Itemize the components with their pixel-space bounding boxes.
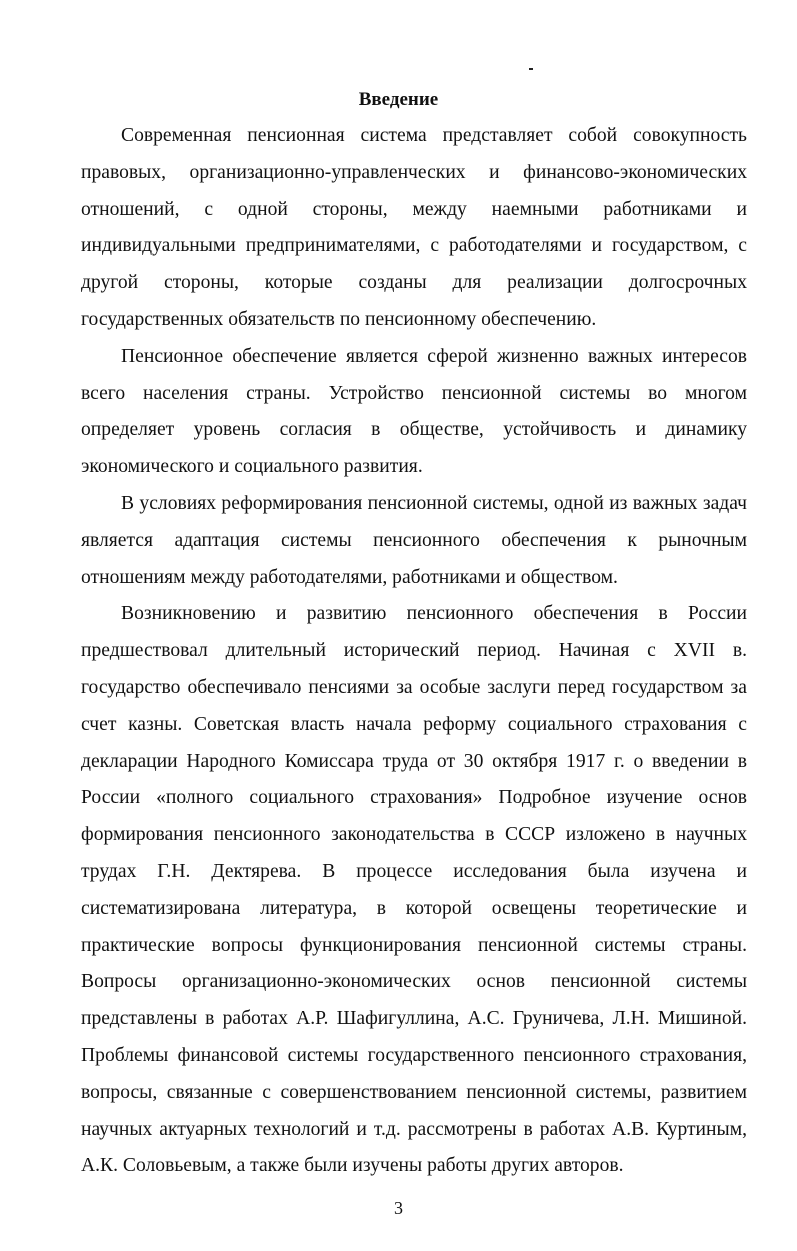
scan-speck: [529, 68, 533, 70]
body-text: [81, 118, 747, 1185]
paragraph-4: Возникновению и развитию пенсионного обеспечения в России предшествовал длительный исторический период. Начиная с XVII в. государство обеспечивало пенсиями за особые заслуги перед государством за счет казны. Советская власть начала реформу социального страхования с декларации Народного Комиссара труда от 30 октября 1917 г. о введении в России «полного социального страхования» Подробное изучение основ формирования пенсионного законодательства в СССР изложено в научных трудах Г.Н. Дектярева. В процессе исследования была изучена и систематизирована литература, в которой освещены теоретические и практические вопросы функционирования пенсионной системы страны. Вопросы организационно-экономических основ пенсионной системы представлены в работах А.Р. Шафигуллина, А.С. Груничева, Л.Н. Мишиной. Проблемы финансовой системы государственного пенсионного страхования, вопросы, связанные с совершенствованием пенсионной системы, развитием научных актуарных технологий и т.д. рассмотрены в работах А.В. Куртиным, А.К. Соловьевым, а также были изучены работы других авторов.: [81, 603, 747, 1177]
paragraph-3: В условиях реформирования пенсионной системы, одной из важных задач является адаптация системы пенсионного обеспечения к рыночным отношениям между работодателями, работниками и обществом.: [81, 492, 747, 588]
paragraph-1: Современная пенсионная система представляет собой совокупность правовых, организационно-управленческих и финансово-экономических отношений, с одной стороны, между наемными работниками и индивидуальными предпринимателями, с работодателями и государством, с другой стороны, которые созданы для реализации долгосрочных государственных обязательств по пенсионному обеспечению.: [81, 125, 747, 330]
page-number: 3: [394, 1198, 403, 1218]
section-title: Введение: [358, 89, 439, 110]
paragraph-2: Пенсионное обеспечение является сферой жизненно важных интересов всего населения страны. Устройство пенсионной системы во многом определяет уровень согласия в обществе, устойчивость и динамику экономического и социального развития.: [81, 345, 747, 478]
